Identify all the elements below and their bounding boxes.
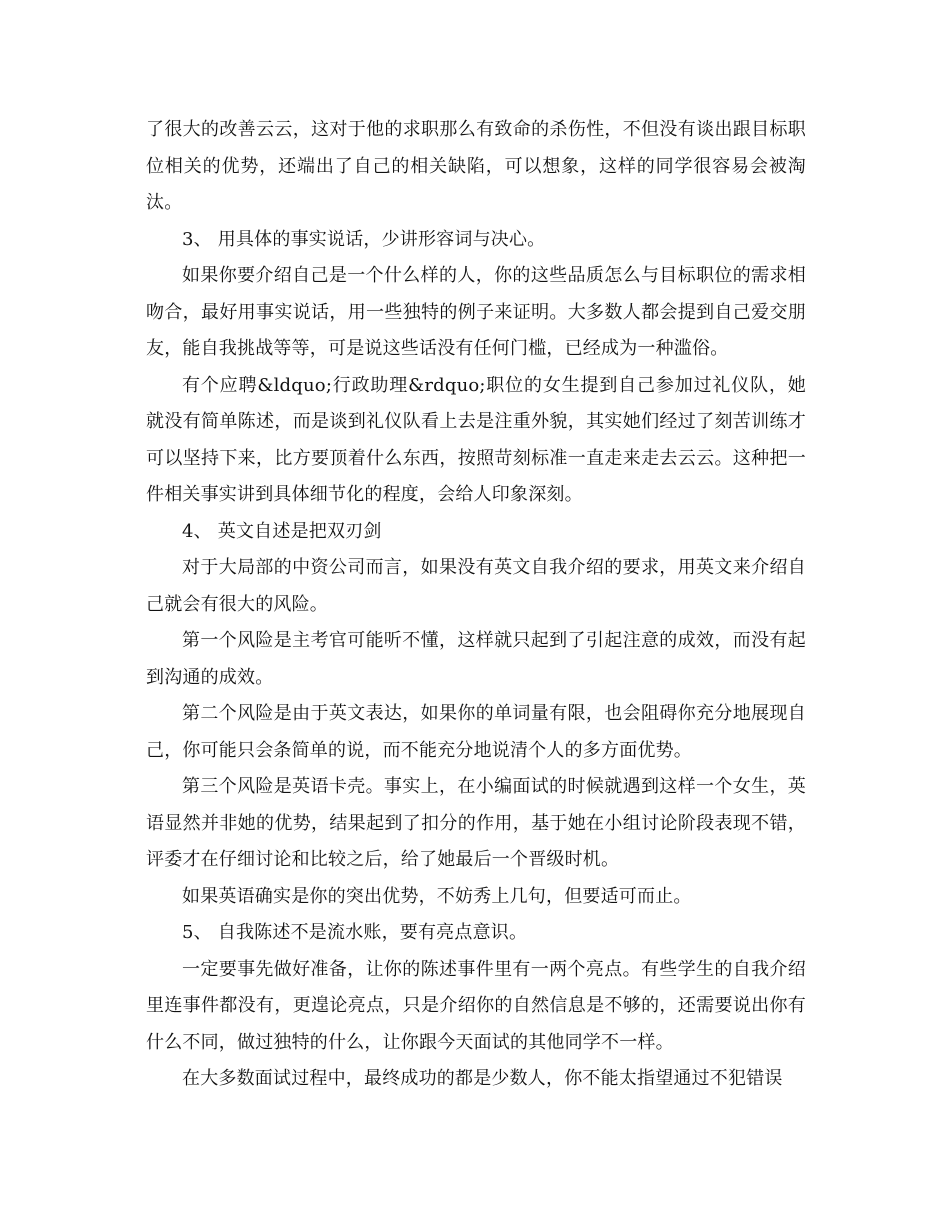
paragraph: 第二个风险是由于英文表达，如果你的单词量有限，也会阻碍你充分地展现自己，你可能只会条简单的说，而不能充分地说清个人的多方面优势。	[146, 703, 806, 761]
paragraph: 对于大局部的中资公司而言，如果没有英文自我介绍的要求，用英文来介绍自己就会有很大的风险。	[146, 557, 806, 615]
paragraph: 一定要事先做好准备，让你的陈述事件里有一两个亮点。有些学生的自我介绍里连事件都没有，更遑论亮点，只是介绍你的自然信息是不够的，还需要说出你有什么不同，做过独特的什么，让你跟今天面试的其他同学不一样。	[146, 958, 806, 1053]
paragraph: 在大多数面试过程中，最终成功的都是少数人，你不能太指望通过不犯错误	[182, 1068, 783, 1089]
paragraph: 如果你要介绍自己是一个什么样的人，你的这些品质怎么与目标职位的需求相吻合，最好用事实说话，用一些独特的例子来证明。大多数人都会提到自己爱交朋友，能自我挑战等等，可是说这些话没有任何门槛，已经成为一种滥俗。	[146, 265, 806, 359]
section-heading-4: 4、 英文自述是把双刃剑	[182, 520, 382, 542]
section-heading-3: 3、 用具体的事实说话，少讲形容词与决心。	[182, 228, 546, 250]
document-page	[146, 112, 806, 1098]
paragraph: 如果英语确实是你的突出优势，不妨秀上几句，但要适可而止。	[182, 885, 692, 907]
section-heading-5: 5、 自我陈述不是流水账，要有亮点意识。	[182, 922, 528, 943]
paragraph: 第一个风险是主考官可能听不懂，这样就只起到了引起注意的成效，而没有起到沟通的成效。	[146, 630, 806, 688]
paragraph-continuation: 了很大的改善云云，这对于他的求职那么有致命的杀伤性，不但没有谈出跟目标职位相关的优势，还端出了自己的相关缺陷，可以想象，这样的同学很容易会被淘汰。	[146, 119, 806, 213]
paragraph: 第三个风险是英语卡壳。事实上，在小编面试的时候就遇到这样一个女生，英语显然并非她的优势，结果起到了扣分的作用，基于她在小组讨论阶段表现不错，评委才在仔细讨论和比较之后，给了她最后一个晋级时机。	[146, 776, 806, 870]
paragraph: 有个应聘&ldquo;行政助理&rdquo;职位的女生提到自己参加过礼仪队，她就没有简单陈述，而是谈到礼仪队看上去是注重外貌，其实她们经过了刻苦训练才可以坚持下来，比方要顶着什么东西，按照苛刻标准一直走来走去云云。这种把一件相关事实讲到具体细节化的程度，会给人印象深刻。	[146, 374, 806, 505]
